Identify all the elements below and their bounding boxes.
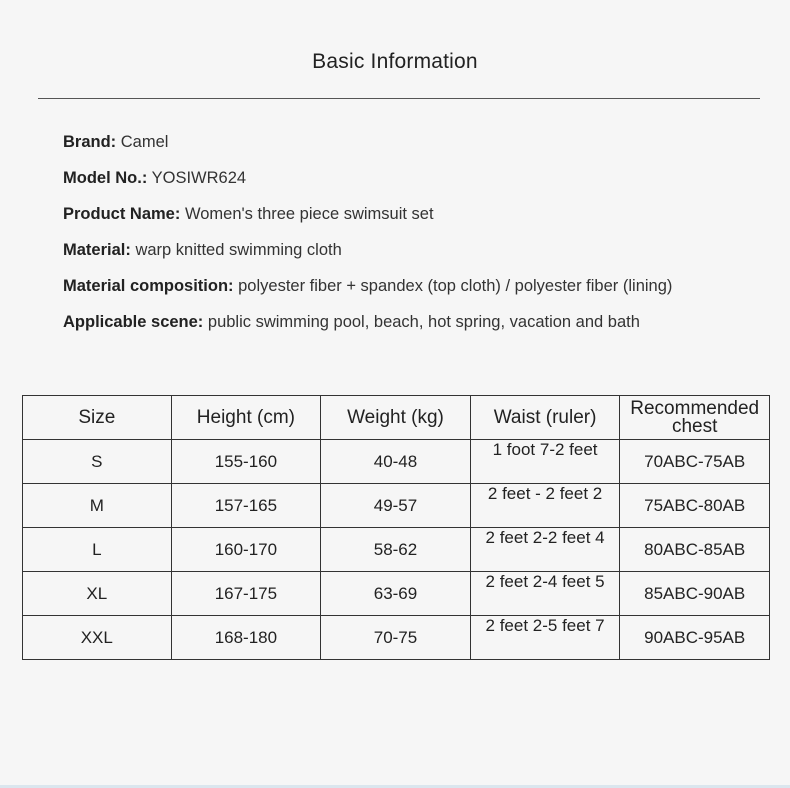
- info-label: Material composition:: [63, 277, 234, 295]
- header-size: Size: [23, 396, 172, 440]
- cell-waist: 2 feet 2-5 feet 7: [470, 616, 620, 660]
- info-value: Camel: [120, 133, 169, 151]
- info-value: warp knitted swimming cloth: [135, 241, 342, 259]
- info-value: public swimming pool, beach, hot spring, vacation and bath: [207, 313, 640, 331]
- cell-weight: 70-75: [321, 616, 471, 660]
- info-model-no: [63, 167, 763, 203]
- table-row: [23, 440, 770, 484]
- cell-weight: 49-57: [321, 484, 471, 528]
- header-height: Height (cm): [171, 396, 321, 440]
- table-header-row: [23, 396, 770, 440]
- cell-height: 155-160: [171, 440, 321, 484]
- header-chest-line1: Recommended: [630, 397, 760, 419]
- cell-chest: 90ABC-95AB: [620, 616, 770, 660]
- cell-waist: 1 foot 7-2 feet: [470, 440, 620, 484]
- table-row: [23, 484, 770, 528]
- page-title: Basic Information: [312, 50, 478, 73]
- cell-size: L: [23, 528, 172, 572]
- table-row: [23, 572, 770, 616]
- cell-weight: 40-48: [321, 440, 471, 484]
- info-brand: [63, 131, 763, 167]
- table-row: [23, 616, 770, 660]
- cell-height: 167-175: [171, 572, 321, 616]
- cell-waist: 2 feet - 2 feet 2: [470, 484, 620, 528]
- info-label: Applicable scene:: [63, 313, 204, 331]
- header-recommended-chest: [620, 396, 770, 440]
- info-value: YOSIWR624: [151, 169, 247, 187]
- info-label: Model No.:: [63, 169, 148, 187]
- cell-height: 168-180: [171, 616, 321, 660]
- info-applicable-scene: [63, 311, 763, 347]
- product-info-list: [63, 131, 763, 347]
- cell-size: M: [23, 484, 172, 528]
- header-chest-line2: chest: [671, 415, 718, 437]
- cell-chest: 70ABC-75AB: [620, 440, 770, 484]
- cell-size: S: [23, 440, 172, 484]
- cell-chest: 85ABC-90AB: [620, 572, 770, 616]
- cell-waist: 2 feet 2-4 feet 5: [470, 572, 620, 616]
- info-value: polyester fiber + spandex (top cloth) / polyester fiber (lining): [238, 277, 673, 295]
- cell-height: 157-165: [171, 484, 321, 528]
- table-row: [23, 528, 770, 572]
- info-value: Women's three piece swimsuit set: [184, 205, 434, 223]
- cell-chest: 75ABC-80AB: [620, 484, 770, 528]
- info-label: Brand:: [63, 133, 117, 151]
- header-weight: Weight (kg): [321, 396, 471, 440]
- info-label: Product Name:: [63, 205, 181, 223]
- info-label: Material:: [63, 241, 131, 259]
- cell-size: XL: [23, 572, 172, 616]
- size-chart-table: [22, 395, 770, 660]
- info-material-composition: [63, 275, 763, 311]
- cell-weight: 58-62: [321, 528, 471, 572]
- cell-waist: 2 feet 2-2 feet 4: [470, 528, 620, 572]
- cell-weight: 63-69: [321, 572, 471, 616]
- cell-chest: 80ABC-85AB: [620, 528, 770, 572]
- cell-height: 160-170: [171, 528, 321, 572]
- header-waist: Waist (ruler): [470, 396, 620, 440]
- info-material: [63, 239, 763, 275]
- title-divider: [38, 98, 760, 99]
- cell-size: XXL: [23, 616, 172, 660]
- info-product-name: [63, 203, 763, 239]
